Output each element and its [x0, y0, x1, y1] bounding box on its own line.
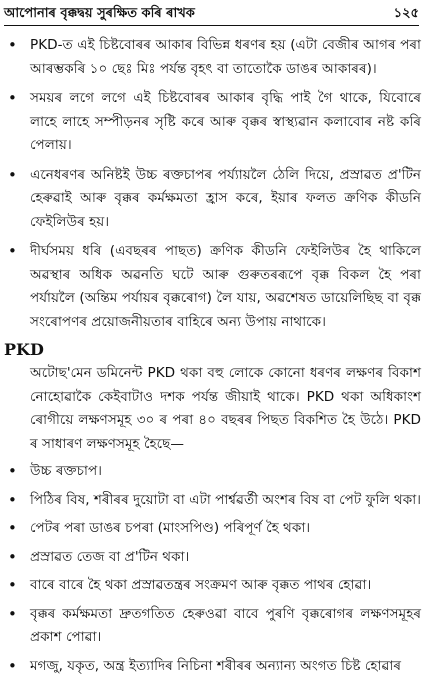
list-item-text: পিঠিৰ বিষ, শৰীৰৰ দুয়োটা বা এটা পাৰ্শ্বৱৰ্তী অংশৰ বিষ বা পেট ফুলি থকা।	[30, 491, 422, 508]
bullet-icon: •	[8, 89, 17, 107]
bullet-icon: •	[8, 576, 17, 594]
list-item	[4, 574, 421, 598]
list-item	[4, 240, 421, 334]
bullet-icon: •	[8, 462, 17, 480]
list-item-text: মগজু, যকৃত, অন্ত্ৰ ইত্যাদিৰ নিচিনা শৰীৰৰ অন্যান্য অংগত চিষ্ট হোৱাৰ	[30, 657, 402, 674]
bullet-icon: •	[8, 547, 17, 566]
list-item	[4, 87, 421, 158]
list-item-text: বাৰে বাৰে হৈ থকা প্ৰস্ৰাৱতন্ত্ৰৰ সংক্ৰমণ আৰু বৃক্কত পাথৰ হোৱা।	[30, 577, 372, 593]
section-heading: PKD	[4, 340, 44, 359]
bullet-icon: •	[8, 242, 17, 260]
section-paragraph: অটোছ'মেন ডমিনেন্ট PKD থকা বহু লোকে কোনো ধৰণৰ লক্ষণৰ বিকাশ নোহোৱাকৈ কেইবাটাও দশক পৰ্যন্ত জীয়াই থাকে। PKD থকা অধিকাংশ ৰোগীয়ে লক্ষণসমূহ ৩০ ৰ পৰা ৪০ বছৰৰ পিছত বিকশিত হৈ উঠে। PKD ৰ সাধাৰণ লক্ষণসমূহ হৈছে—	[30, 365, 421, 452]
page-body	[4, 34, 421, 683]
list-item-text: বৃক্কৰ কৰ্মক্ষমতা দ্ৰুতগতিত হেৰুওৱা বাবে পুৰণি বৃক্কৰোগৰ লক্ষণসমূহৰ প্ৰকাশ পোৱা।	[30, 605, 421, 645]
list-item-text: PKD-ত এই চিষ্টবোৰৰ আকাৰ বিভিন্ন ধৰণৰ হয় (এটা বেজীৰ আগৰ পৰা আৰম্ভকৰি ১০ ছেঃ মিঃ পৰ্যন্ত বৃহৎ বা তাতোকৈ ডাঙৰ আকাৰৰ)।	[30, 37, 421, 77]
running-header	[4, 3, 419, 26]
list-item	[4, 164, 421, 235]
list-item-text: পেটৰ পৰা ডাঙৰ চপৰা (মাংসপিণ্ড) পৰিপূৰ্ণ হৈ থকা।	[30, 520, 311, 536]
header-title: আপোনাৰ বৃক্কদ্বয় সুৰক্ষিত কৰি ৰাখক	[4, 5, 195, 21]
list-item-text: প্ৰস্ৰাৱত তেজ বা প্ৰ'টিন থকা।	[30, 548, 190, 565]
list-item	[4, 517, 421, 541]
list-item	[4, 489, 421, 513]
list-item-text: সময়ৰ লগে লগে এই চিষ্টবোৰৰ আকাৰ বৃদ্ধি পাই গৈ থাকে, যিবোৰে লাহে লাহে সম্পীড়নৰ সৃষ্টি কৰে আৰু বৃক্কৰ স্বাস্থ্যৱান কলাবোৰ নষ্ট কৰি পেলায়।	[30, 90, 421, 153]
list-item	[4, 603, 421, 650]
list-item-text: দীৰ্ঘসময় ধৰি (এবছৰৰ পাছত) ক্ৰণিক কীডনি ফেইলিউৰ হৈ থাকিলে অৱস্থাৰ অধিক অৱনতি ঘটে আৰু গুৰুতৰৰূপে বৃক্ক বিকল হৈ পৰা পৰ্যায়লৈ (অন্তিম পৰ্যায়ৰ বৃক্কৰোগ) লৈ যায়, অৱশেষত ডায়েলিছিছ বা বৃক্ক সংৰোপণৰ প্ৰয়োজনীয়তাৰ বাহিৰে অন্য উপায় নাথাকে।	[30, 243, 421, 330]
bullet-icon: •	[8, 490, 17, 509]
bullet-list-top	[4, 34, 421, 334]
list-item	[4, 546, 421, 570]
list-item-text: উচ্চ ৰক্তচাপ।	[30, 463, 103, 479]
bullet-icon: •	[8, 656, 17, 675]
list-item	[4, 655, 421, 679]
bullet-list-symptoms	[4, 460, 421, 678]
bullet-icon: •	[8, 165, 17, 184]
list-item	[4, 460, 421, 484]
page-number: ১২৫	[393, 5, 419, 21]
list-item-text: এনেধৰণৰ অনিষ্টই উচ্চ ৰক্তচাপৰ পৰ্য্যায়লৈ ঠেলি দিয়ে, প্ৰস্ৰাৱত প্ৰ'টিন হেৰুৱাই আৰু বৃক্কৰ কৰ্মক্ষমতা হ্ৰাস কৰে, ইয়াৰ ফলত ক্ৰণিক কীডনি ফেইলিউৰ হয়।	[30, 166, 421, 230]
bullet-icon: •	[8, 604, 17, 623]
list-item	[4, 34, 421, 81]
bullet-icon: •	[8, 36, 17, 54]
bullet-icon: •	[8, 519, 17, 537]
